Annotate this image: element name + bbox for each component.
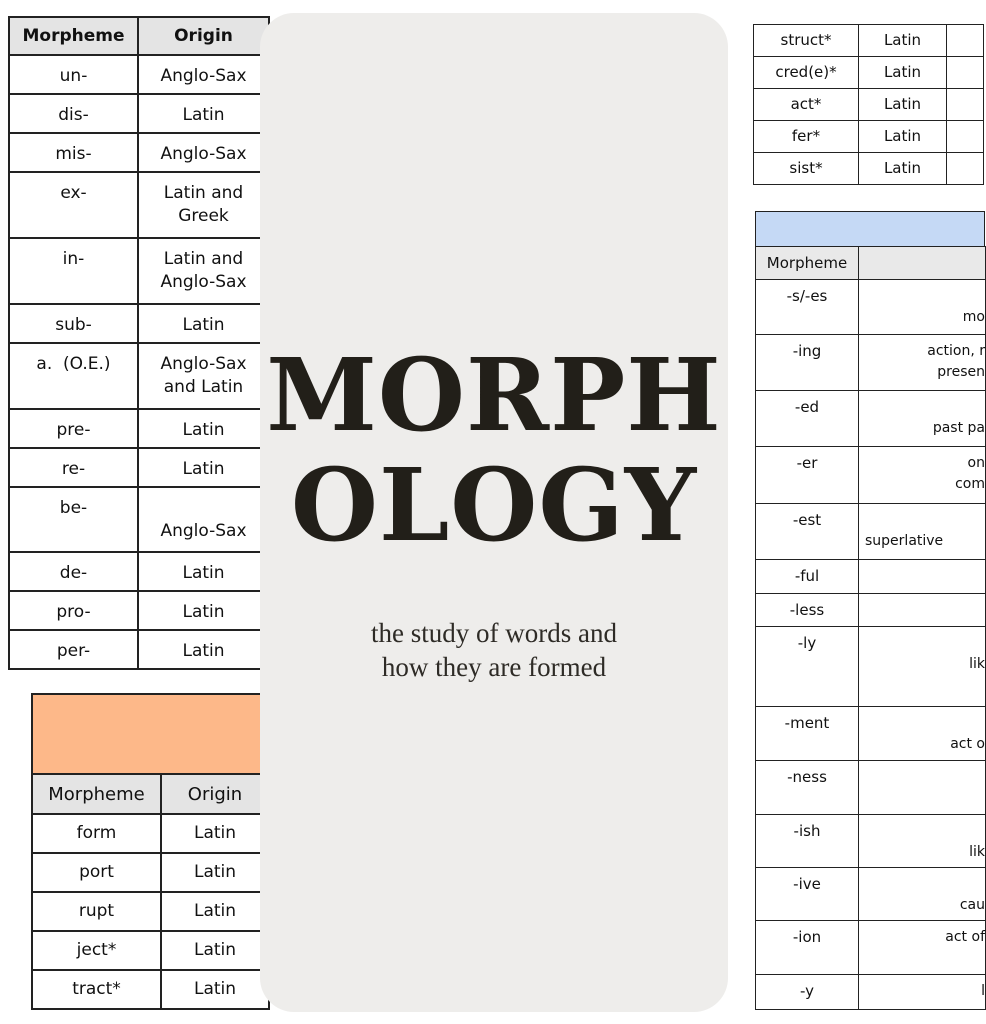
morpheme-cell: ex-	[9, 172, 138, 238]
meaning-cell: lik	[859, 815, 986, 868]
origin-cell: Latin	[161, 814, 269, 853]
morpheme-cell: -ing	[756, 335, 859, 391]
page-title	[260, 336, 728, 564]
origin-cell: Latin	[138, 409, 269, 448]
roots-table-2-body	[754, 25, 984, 185]
meaning-cell: superlative	[859, 504, 986, 560]
table-row	[9, 133, 269, 172]
table-row	[32, 970, 269, 1009]
subtitle-line-2: how they are formed	[381, 652, 607, 682]
prefix-table-header-row	[9, 17, 269, 55]
morpheme-cell: sub-	[9, 304, 138, 343]
table-row	[32, 853, 269, 892]
morpheme-cell: ject*	[32, 931, 161, 970]
table-row	[756, 594, 986, 627]
morpheme-cell: re-	[9, 448, 138, 487]
suffix-table-color-header	[755, 211, 985, 246]
morpheme-cell: in-	[9, 238, 138, 304]
origin-cell: Latin	[138, 591, 269, 630]
morpheme-cell: pre-	[9, 409, 138, 448]
table-row	[9, 448, 269, 487]
origin-cell: Latin	[138, 304, 269, 343]
morpheme-cell: form	[32, 814, 161, 853]
table-row	[756, 921, 986, 975]
morpheme-cell: -ful	[756, 560, 859, 594]
origin-cell: Latin	[859, 57, 947, 89]
suffix-table-section	[755, 211, 985, 1010]
morpheme-cell: tract*	[32, 970, 161, 1009]
roots-header-morpheme: Morpheme	[32, 774, 161, 814]
morpheme-cell: -y	[756, 975, 859, 1010]
table-row	[756, 707, 986, 761]
table-row	[9, 487, 269, 552]
morpheme-cell: -s/-es	[756, 280, 859, 335]
table-row	[754, 121, 984, 153]
morpheme-cell: -est	[756, 504, 859, 560]
morpheme-cell: fer*	[754, 121, 859, 153]
table-row	[756, 627, 986, 707]
roots-header-origin: Origin	[161, 774, 269, 814]
table-row	[9, 55, 269, 94]
table-row	[756, 280, 986, 335]
table-row	[756, 560, 986, 594]
origin-cell: Latin	[161, 892, 269, 931]
meaning-cell: action, r presen	[859, 335, 986, 391]
roots-table-body	[32, 814, 269, 1009]
prefix-table	[8, 16, 270, 670]
table-row	[754, 57, 984, 89]
origin-cell: Latin	[859, 89, 947, 121]
morpheme-cell: -ion	[756, 921, 859, 975]
title-line-1: MORPH	[266, 336, 722, 454]
morpheme-cell: sist*	[754, 153, 859, 185]
title-line-2: OLOGY	[290, 446, 698, 564]
morpheme-cell: -ment	[756, 707, 859, 761]
table-row	[756, 335, 986, 391]
table-row	[754, 25, 984, 57]
morpheme-cell: dis-	[9, 94, 138, 133]
meaning-cell: on com	[859, 447, 986, 504]
suffix-table	[755, 246, 986, 1010]
table-row	[9, 94, 269, 133]
meaning-cell: mo	[859, 280, 986, 335]
empty-cell	[947, 25, 984, 57]
meaning-cell: act o	[859, 707, 986, 761]
origin-cell: Anglo-Sax and Latin	[138, 343, 269, 409]
subtitle	[260, 616, 728, 684]
morpheme-cell: -ness	[756, 761, 859, 815]
morpheme-cell: -ive	[756, 868, 859, 921]
origin-cell: Latin	[161, 970, 269, 1009]
table-row	[32, 814, 269, 853]
suffix-header-morpheme: Morpheme	[756, 247, 859, 280]
meaning-cell: past pa	[859, 391, 986, 447]
origin-cell: Latin	[859, 153, 947, 185]
origin-cell: Latin	[161, 931, 269, 970]
morpheme-cell: act*	[754, 89, 859, 121]
morpheme-cell: un-	[9, 55, 138, 94]
origin-cell: Latin	[138, 552, 269, 591]
origin-cell: Anglo-Sax	[138, 487, 269, 552]
origin-cell: Latin	[138, 94, 269, 133]
suffix-table-header-row	[756, 247, 986, 280]
table-row	[9, 630, 269, 669]
roots-table-2	[753, 24, 984, 185]
origin-cell: Anglo-Sax	[138, 55, 269, 94]
origin-cell: Anglo-Sax	[138, 133, 269, 172]
morpheme-cell: struct*	[754, 25, 859, 57]
table-row	[9, 591, 269, 630]
table-row	[9, 304, 269, 343]
meaning-cell: cau	[859, 868, 986, 921]
table-row	[756, 447, 986, 504]
morpheme-cell: -ed	[756, 391, 859, 447]
morpheme-cell: -er	[756, 447, 859, 504]
table-row	[32, 931, 269, 970]
table-row	[9, 343, 269, 409]
roots-table-header-row	[32, 774, 269, 814]
table-row	[32, 892, 269, 931]
morpheme-cell: port	[32, 853, 161, 892]
origin-cell: Latin	[138, 448, 269, 487]
prefix-header-origin: Origin	[138, 17, 269, 55]
origin-cell: Latin and Greek	[138, 172, 269, 238]
morpheme-cell: pro-	[9, 591, 138, 630]
origin-cell: Latin	[859, 25, 947, 57]
table-row	[756, 391, 986, 447]
roots-table-color-header	[31, 693, 268, 773]
table-row	[756, 868, 986, 921]
morpheme-cell: cred(e)*	[754, 57, 859, 89]
origin-cell: Latin	[138, 630, 269, 669]
morpheme-cell: -ly	[756, 627, 859, 707]
empty-cell	[947, 153, 984, 185]
table-row	[756, 504, 986, 560]
roots-table-section	[31, 693, 268, 1010]
prefix-table-body	[9, 55, 269, 669]
morpheme-cell: mis-	[9, 133, 138, 172]
table-row	[756, 975, 986, 1010]
meaning-cell: act of	[859, 921, 986, 975]
meaning-cell: lik	[859, 627, 986, 707]
origin-cell: Latin	[161, 853, 269, 892]
title-card	[260, 13, 728, 1012]
suffix-header-meaning	[859, 247, 986, 280]
morpheme-cell: per-	[9, 630, 138, 669]
morpheme-cell: be-	[9, 487, 138, 552]
meaning-cell: l	[859, 975, 986, 1010]
empty-cell	[947, 121, 984, 153]
table-row	[9, 172, 269, 238]
roots-table	[31, 773, 270, 1010]
table-row	[9, 238, 269, 304]
origin-cell: Latin and Anglo-Sax	[138, 238, 269, 304]
origin-cell: Latin	[859, 121, 947, 153]
morpheme-cell: -less	[756, 594, 859, 627]
morpheme-cell: rupt	[32, 892, 161, 931]
empty-cell	[947, 57, 984, 89]
morpheme-cell: -ish	[756, 815, 859, 868]
morpheme-cell: de-	[9, 552, 138, 591]
table-row	[754, 89, 984, 121]
table-row	[756, 815, 986, 868]
table-row	[756, 761, 986, 815]
table-row	[754, 153, 984, 185]
table-row	[9, 552, 269, 591]
subtitle-line-1: the study of words and	[371, 618, 617, 648]
meaning-cell	[859, 560, 986, 594]
suffix-table-body	[756, 280, 986, 1010]
meaning-cell	[859, 761, 986, 815]
table-row	[9, 409, 269, 448]
empty-cell	[947, 89, 984, 121]
prefix-header-morpheme: Morpheme	[9, 17, 138, 55]
meaning-cell	[859, 594, 986, 627]
morpheme-cell: a. (O.E.)	[9, 343, 138, 409]
